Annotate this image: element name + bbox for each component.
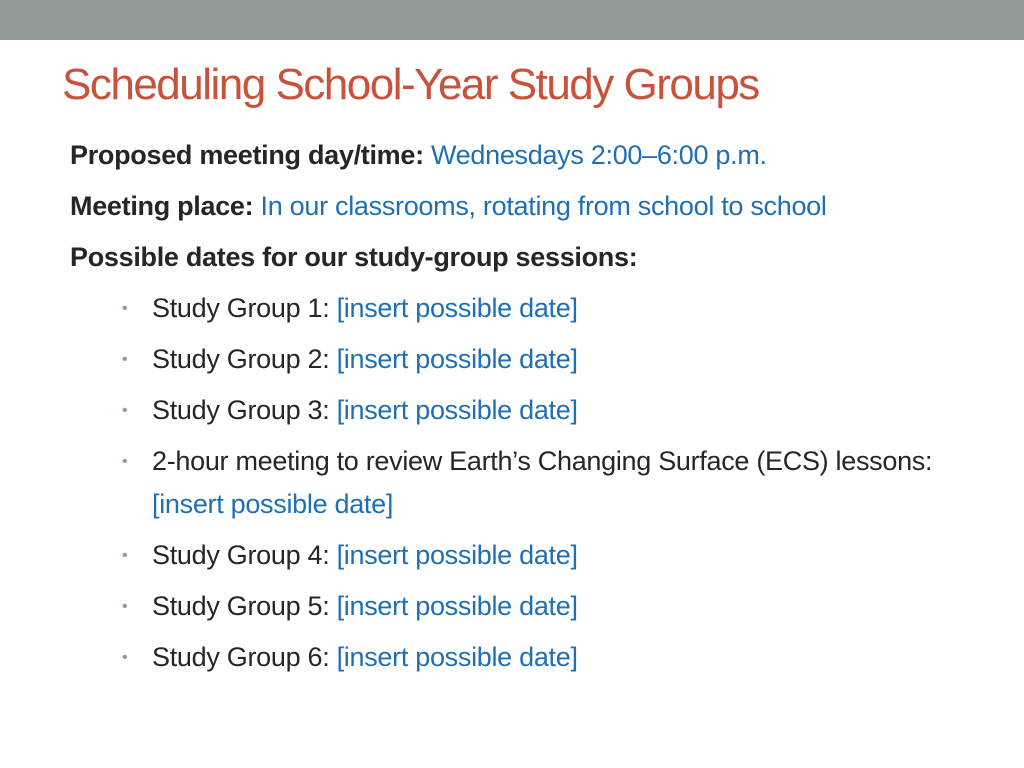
session-label: Study Group 5: bbox=[152, 591, 330, 621]
meeting-day-value: Wednesdays 2:00–6:00 p.m. bbox=[430, 140, 767, 170]
session-list bbox=[70, 287, 990, 679]
slide-title: Scheduling School-Year Study Groups bbox=[62, 60, 759, 109]
bullet-dot-icon: • bbox=[122, 598, 128, 615]
session-item bbox=[70, 338, 990, 381]
session-date: [insert possible date] bbox=[336, 540, 578, 570]
meeting-place-line bbox=[70, 185, 990, 227]
session-label: Study Group 6: bbox=[152, 642, 330, 672]
session-label: Study Group 2: bbox=[152, 344, 330, 374]
session-label: Study Group 4: bbox=[152, 540, 330, 570]
session-item bbox=[70, 440, 990, 526]
session-label: Study Group 1: bbox=[152, 293, 330, 323]
meeting-day-line bbox=[70, 134, 990, 176]
meeting-place-value: In our classrooms, rotating from school to school bbox=[260, 191, 827, 221]
session-item bbox=[70, 287, 990, 330]
bullet-dot-icon: • bbox=[122, 351, 128, 368]
bullet-dot-icon: • bbox=[122, 547, 128, 564]
bullet-dot-icon: • bbox=[122, 649, 128, 666]
session-label: Study Group 3: bbox=[152, 395, 330, 425]
session-item bbox=[70, 534, 990, 577]
possible-dates-heading: Possible dates for our study-group sessions: bbox=[70, 242, 638, 272]
bullet-dot-icon: • bbox=[122, 300, 128, 317]
meeting-place-label: Meeting place: bbox=[70, 191, 254, 221]
bullet-dot-icon: • bbox=[122, 453, 128, 470]
slide-content bbox=[70, 134, 990, 687]
header-band bbox=[0, 0, 1024, 40]
session-item bbox=[70, 389, 990, 432]
session-date: [insert possible date] bbox=[336, 395, 578, 425]
session-date: [insert possible date] bbox=[336, 293, 578, 323]
bullet-dot-icon: • bbox=[122, 402, 128, 419]
session-label: 2-hour meeting to review Earth’s Changing Surface (ECS) lessons: bbox=[152, 446, 933, 476]
session-date: [insert possible date] bbox=[336, 591, 578, 621]
session-item bbox=[70, 585, 990, 628]
session-date: [insert possible date] bbox=[336, 344, 578, 374]
session-date: [insert possible date] bbox=[336, 642, 578, 672]
session-item bbox=[70, 636, 990, 679]
session-date: [insert possible date] bbox=[152, 489, 394, 519]
meeting-day-label: Proposed meeting day/time: bbox=[70, 140, 424, 170]
